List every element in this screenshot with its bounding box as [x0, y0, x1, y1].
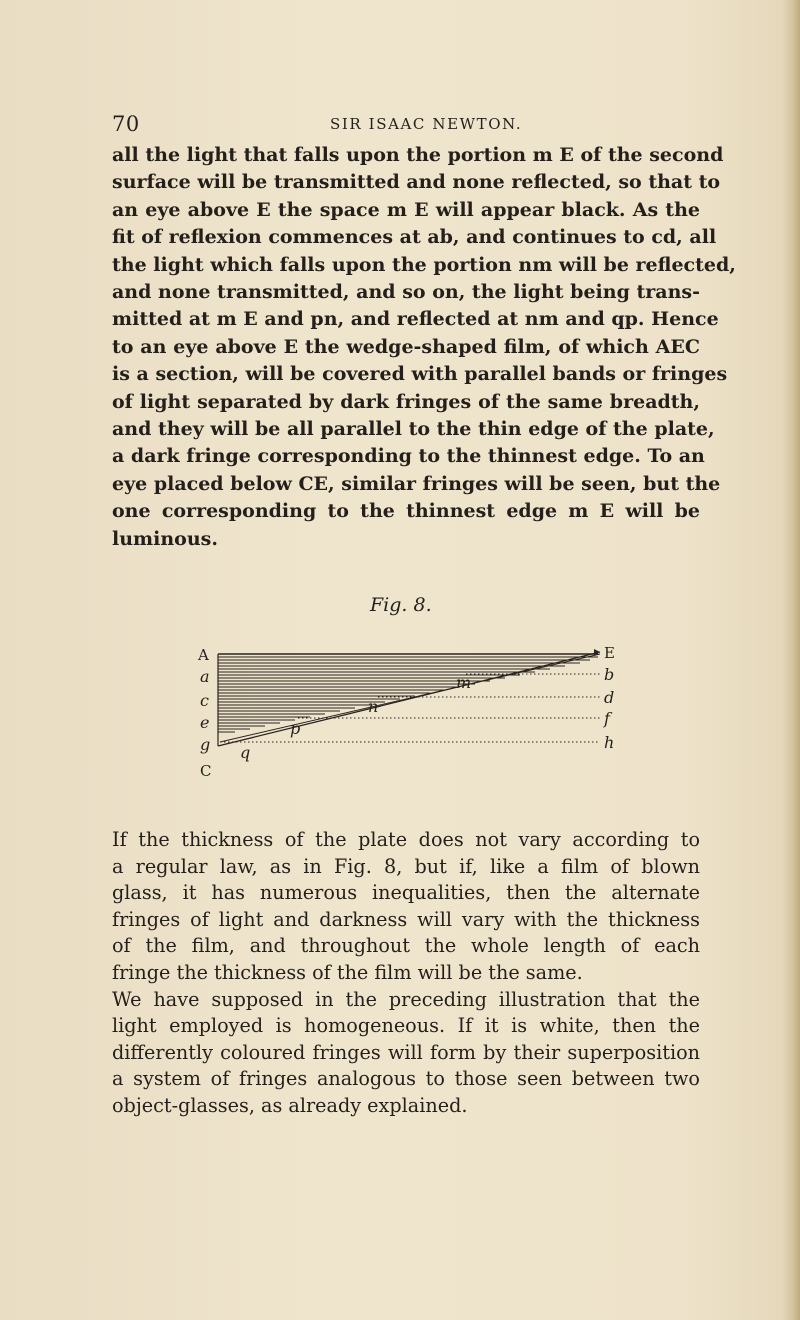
text-line: mitted at m E and pn, and reflected at nm and qp. Hence	[112, 308, 719, 331]
text-line: glass, it has numerous inequalities, then the alternate	[112, 881, 700, 905]
label-b: b	[604, 665, 615, 684]
label-p: p	[290, 719, 301, 738]
page-number: 70	[112, 112, 140, 136]
text-line: fringe the thickness of the film will be the same.	[112, 960, 583, 984]
label-h: h	[604, 733, 615, 752]
text-line: If the thickness of the plate does not vary according to	[112, 828, 700, 851]
label-C: C	[200, 762, 212, 780]
fringe-hatching	[218, 654, 598, 732]
text-line: all the light that falls upon the portion m E of the second	[112, 144, 724, 166]
label-n: n	[368, 697, 379, 716]
text-line: is a section, will be covered with parallel bands or fringes	[112, 363, 728, 386]
text-line: differently coloured fringes will form by their superposition	[112, 1040, 700, 1064]
label-m: m	[456, 673, 472, 692]
text-line: fringes of light and darkness will vary with the thickness	[112, 907, 700, 931]
figure-caption: Fig. 8.	[370, 594, 432, 616]
text-line: to an eye above E the wedge-shaped film, of which AEC	[112, 335, 700, 358]
paragraph-2	[112, 827, 700, 1120]
text-line: object-glasses, as already explained.	[112, 1093, 468, 1117]
page-edge-shadow	[782, 0, 800, 1320]
label-d: d	[604, 688, 615, 707]
label-f: f	[604, 709, 610, 728]
text-line: of the film, and throughout the whole length of each	[112, 934, 700, 958]
label-c: c	[200, 691, 209, 710]
text-line: of light separated by dark fringes of the same breadth,	[112, 390, 700, 413]
label-g: g	[200, 735, 211, 754]
text-line: We have supposed in the preceding illustration that the	[112, 987, 700, 1011]
text-line: a dark fringe corresponding to the thinnest edge. To an	[112, 445, 705, 468]
label-a: a	[200, 667, 210, 686]
text-line: light employed is homogeneous. If it is white, then the	[112, 1014, 700, 1038]
text-line: a regular law, as in Fig. 8, but if, like a film of blown	[112, 854, 700, 878]
label-E: E	[604, 644, 615, 662]
label-q: q	[240, 743, 251, 762]
text-line: the light which falls upon the portion nm will be reflected,	[112, 253, 736, 276]
text-line: surface will be transmitted and none reflected, so that to	[112, 171, 721, 194]
text-line: fit of reflexion commences at ab, and continues to cd, all	[112, 226, 717, 249]
text-line: luminous.	[112, 527, 218, 550]
running-title: SIR ISAAC NEWTON.	[330, 115, 523, 133]
text-line: an eye above E the space m E will appear black. As the	[112, 198, 700, 221]
wedge-film-diagram	[170, 630, 630, 810]
text-line: eye placed below CE, similar fringes will be seen, but the	[112, 472, 721, 495]
text-line: a system of fringes analogous to those seen between two	[112, 1067, 700, 1091]
label-e: e	[200, 713, 210, 732]
paragraph-1	[112, 142, 736, 553]
label-A: A	[198, 646, 209, 664]
text-line: and none transmitted, and so on, the light being trans-	[112, 281, 700, 304]
text-line: and they will be all parallel to the thin edge of the plate,	[112, 418, 715, 441]
text-line: one corresponding to the thinnest edge m E will be	[112, 500, 700, 523]
